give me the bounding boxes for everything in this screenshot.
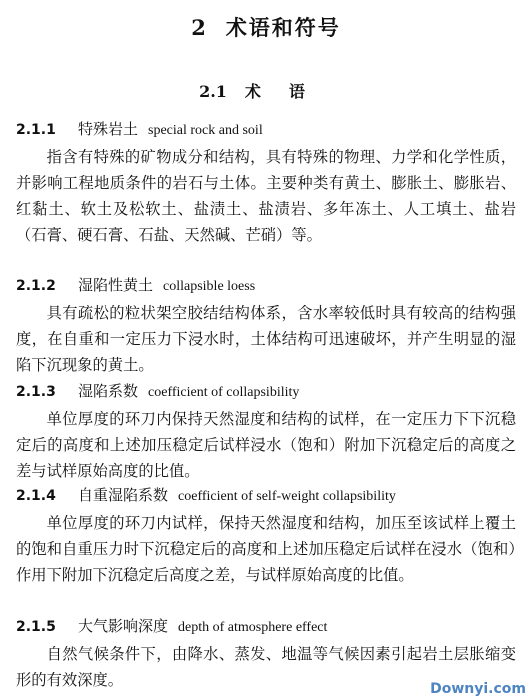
term-english-name: coefficient of collapsibility	[148, 385, 300, 400]
term-heading	[16, 274, 516, 298]
term-definition: 指含有特殊的矿物成分和结构，具有特殊的物理、力学和化学性质，并影响工程地质条件的岩石与土体。主要种类有黄土、膨胀土、膨胀岩、红黏土、软土及松软土、盐渍土、盐渍岩、多年冻土、人工填土、盐岩（石膏、硬石膏、石盐、天然碱、芒硝）等。	[16, 148, 516, 244]
section-title	[0, 79, 532, 102]
term-heading	[16, 484, 516, 508]
term-chinese-name: 大气影响深度	[78, 617, 169, 635]
term-chinese-name: 自重湿陷系数	[78, 486, 169, 504]
term-definition: 单位厚度的环刀内试样，保持天然湿度和结构，加压至该试样上覆土的饱和自重压力时下沉稳定后的高度和上述加压稳定后试样在浸水（饱和）作用下附加下沉稳定后高度之差，与试样原始高度的比值。	[16, 514, 516, 584]
term-definition: 自然气候条件下，由降水、蒸发、地温等气候因素引起岩土层胀缩变形的有效深度。	[16, 645, 516, 689]
term-heading	[16, 380, 516, 404]
term-entry	[16, 380, 516, 484]
term-chinese-name: 特殊岩土	[78, 120, 139, 138]
term-chinese-name: 湿陷性黄土	[78, 276, 154, 294]
term-entry	[16, 274, 516, 378]
term-number: 2.1.1	[16, 122, 56, 138]
chapter-name: 术语和符号	[225, 15, 341, 40]
chapter-title	[0, 12, 532, 42]
term-number: 2.1.4	[16, 488, 56, 504]
term-entry	[16, 118, 516, 248]
term-definition: 单位厚度的环刀内保持天然湿度和结构的试样，在一定压力下下沉稳定后的高度和上述加压稳定后试样浸水（饱和）附加下沉稳定后的高度之差与试样原始高度的比值。	[16, 410, 516, 480]
term-english-name: collapsible loess	[163, 279, 256, 294]
term-definition: 具有疏松的粒状架空胶结结构体系，含水率较低时具有较高的结构强度，在自重和一定压力下浸水时，土体结构可迅速破坏，并产生明显的湿陷下沉现象的黄土。	[16, 304, 516, 374]
term-heading	[16, 615, 516, 639]
term-heading	[16, 118, 516, 142]
term-number: 2.1.5	[16, 619, 56, 635]
term-number: 2.1.2	[16, 278, 56, 294]
chapter-number: 2	[191, 15, 208, 40]
term-chinese-name: 湿陷系数	[78, 382, 139, 400]
section-name: 术语	[244, 82, 333, 101]
term-english-name: special rock and soil	[148, 123, 263, 138]
section-number: 2.1	[199, 82, 227, 101]
watermark-logo: Downyi.com	[430, 681, 526, 697]
term-english-name: depth of atmosphere effect	[178, 620, 328, 635]
term-number: 2.1.3	[16, 384, 56, 400]
term-entry	[16, 484, 516, 588]
term-english-name: coefficient of self-weight collapsibility	[178, 489, 396, 504]
